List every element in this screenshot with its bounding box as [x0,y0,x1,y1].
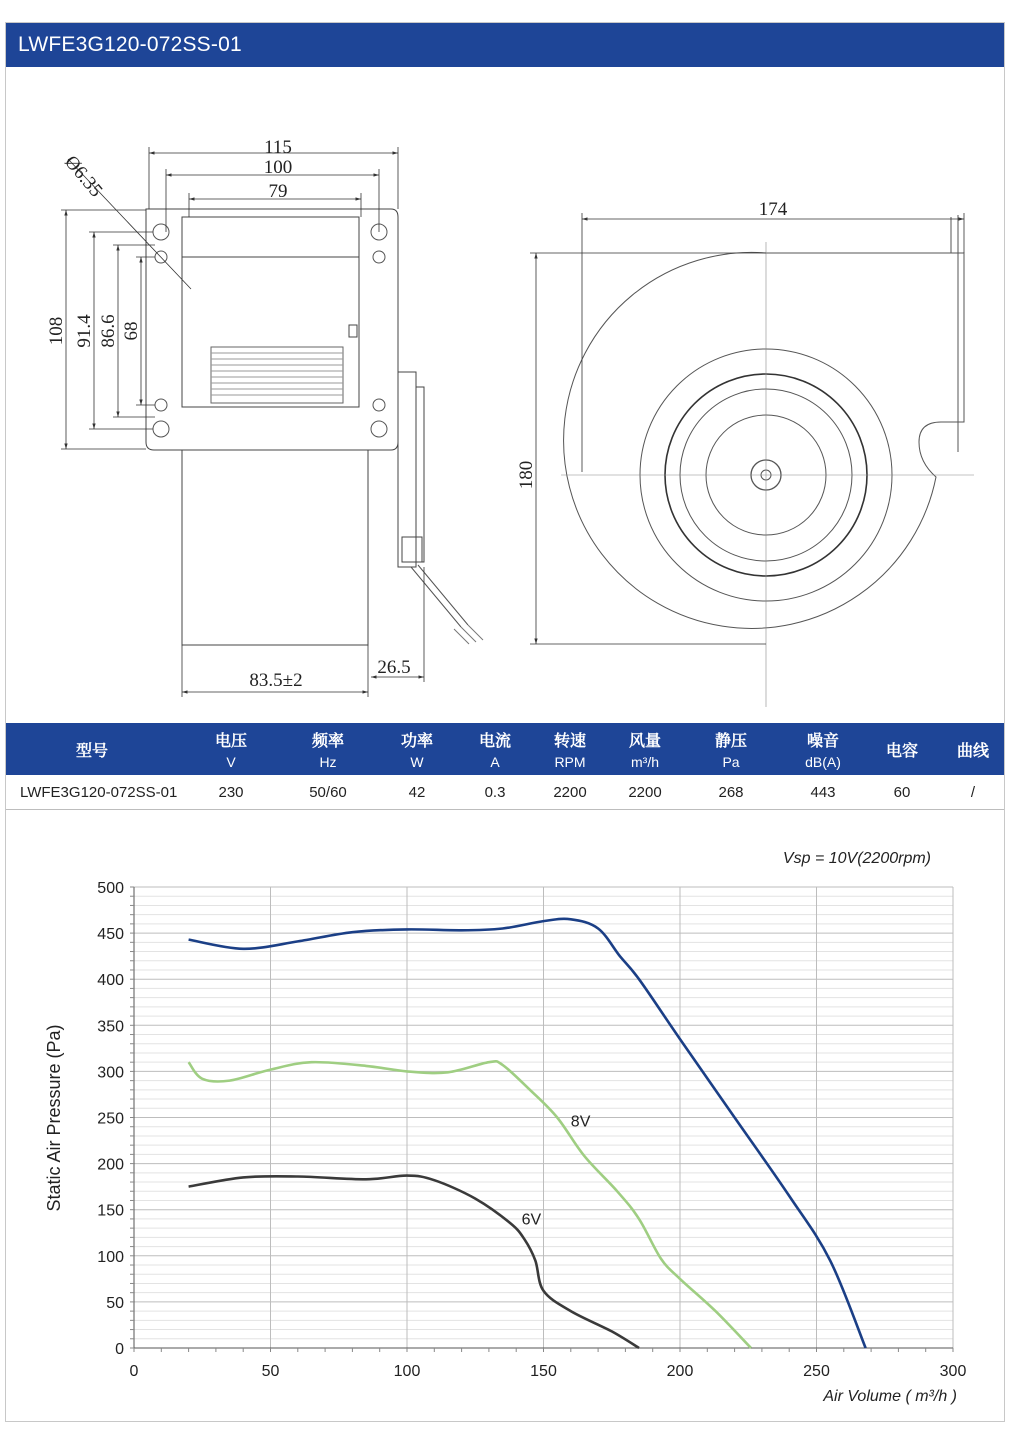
col-speed: 转速 RPM [528,723,612,775]
cell-pressure: 268 [678,775,784,810]
technical-drawing [6,67,1004,722]
y-tick-label: 200 [97,1156,124,1174]
dim-108: 108 [46,316,67,346]
cell-voltage: 230 [178,775,284,810]
y-tick-label: 400 [97,972,124,990]
x-tick-label: 150 [530,1363,557,1380]
series-label: 6V [521,1211,542,1229]
series-label: 8V [570,1113,591,1131]
col-airflow: 风量 m³/h [612,723,678,775]
x-axis-title: Air Volume ( m³/h ) [823,1388,957,1405]
dim-68: 68 [121,321,142,341]
cell-speed: 2200 [528,775,612,810]
side-view [146,209,483,645]
dim-86-6: 86.6 [98,314,119,348]
cell-capacitor: 60 [862,775,942,810]
dim-83-5: 83.5±2 [249,670,303,691]
x-tick-label: 250 [803,1363,830,1380]
col-voltage: 电压 V [178,723,284,775]
y-tick-label: 0 [115,1341,124,1358]
dim-79: 79 [268,181,288,202]
table-row [6,775,1004,810]
cell-curve: / [942,775,1004,810]
col-power: 功率 W [372,723,462,775]
y-axis-title: Static Air Pressure (Pa) [44,1024,64,1212]
cell-airflow: 2200 [612,775,678,810]
cell-current: 0.3 [462,775,528,810]
cell-power: 42 [372,775,462,810]
chart-title: Vsp = 10V(2200rpm) [782,850,931,867]
y-tick-label: 250 [97,1110,124,1128]
x-tick-label: 200 [666,1363,694,1380]
x-tick-label: 0 [129,1363,139,1380]
dim-100: 100 [263,157,293,178]
col-noise: 噪音 dB(A) [784,723,862,775]
dim-115: 115 [264,137,292,158]
dim-174: 174 [758,199,788,220]
cell-model: LWFE3G120-072SS-01 [6,775,178,810]
front-view [561,215,974,707]
y-tick-label: 300 [97,1064,124,1082]
y-tick-label: 350 [97,1018,124,1036]
x-tick-label: 300 [939,1363,967,1380]
y-tick-label: 100 [97,1248,124,1266]
datasheet [5,22,1005,1422]
y-tick-label: 500 [97,880,124,897]
col-frequency: 频率 Hz [284,723,372,775]
dim-180: 180 [516,460,537,490]
performance-chart [6,813,1004,1423]
y-tick-label: 150 [97,1202,124,1220]
x-tick-label: 50 [261,1363,280,1380]
y-tick-label: 450 [97,926,124,944]
dim-hole-diameter: Ø6.35 [60,151,107,202]
x-tick-label: 100 [393,1363,421,1380]
col-pressure: 静压 Pa [678,723,784,775]
col-model: 型号 [6,723,178,775]
dim-26-5: 26.5 [377,657,411,678]
col-capacitor: 电容 [862,723,942,775]
col-curve: 曲线 [942,723,1004,775]
series-line-6v [189,1176,639,1348]
y-tick-label: 50 [106,1294,124,1312]
cell-noise: 443 [784,775,862,810]
series-line-8v [189,1061,751,1348]
product-title: LWFE3G120-072SS-01 [6,23,1004,67]
col-current: 电流 A [462,723,528,775]
spec-table [6,723,1004,810]
cell-frequency: 50/60 [284,775,372,810]
side-view-dimensions [61,147,424,697]
front-view-dimensions [530,213,964,644]
dim-91-4: 91.4 [74,314,95,348]
